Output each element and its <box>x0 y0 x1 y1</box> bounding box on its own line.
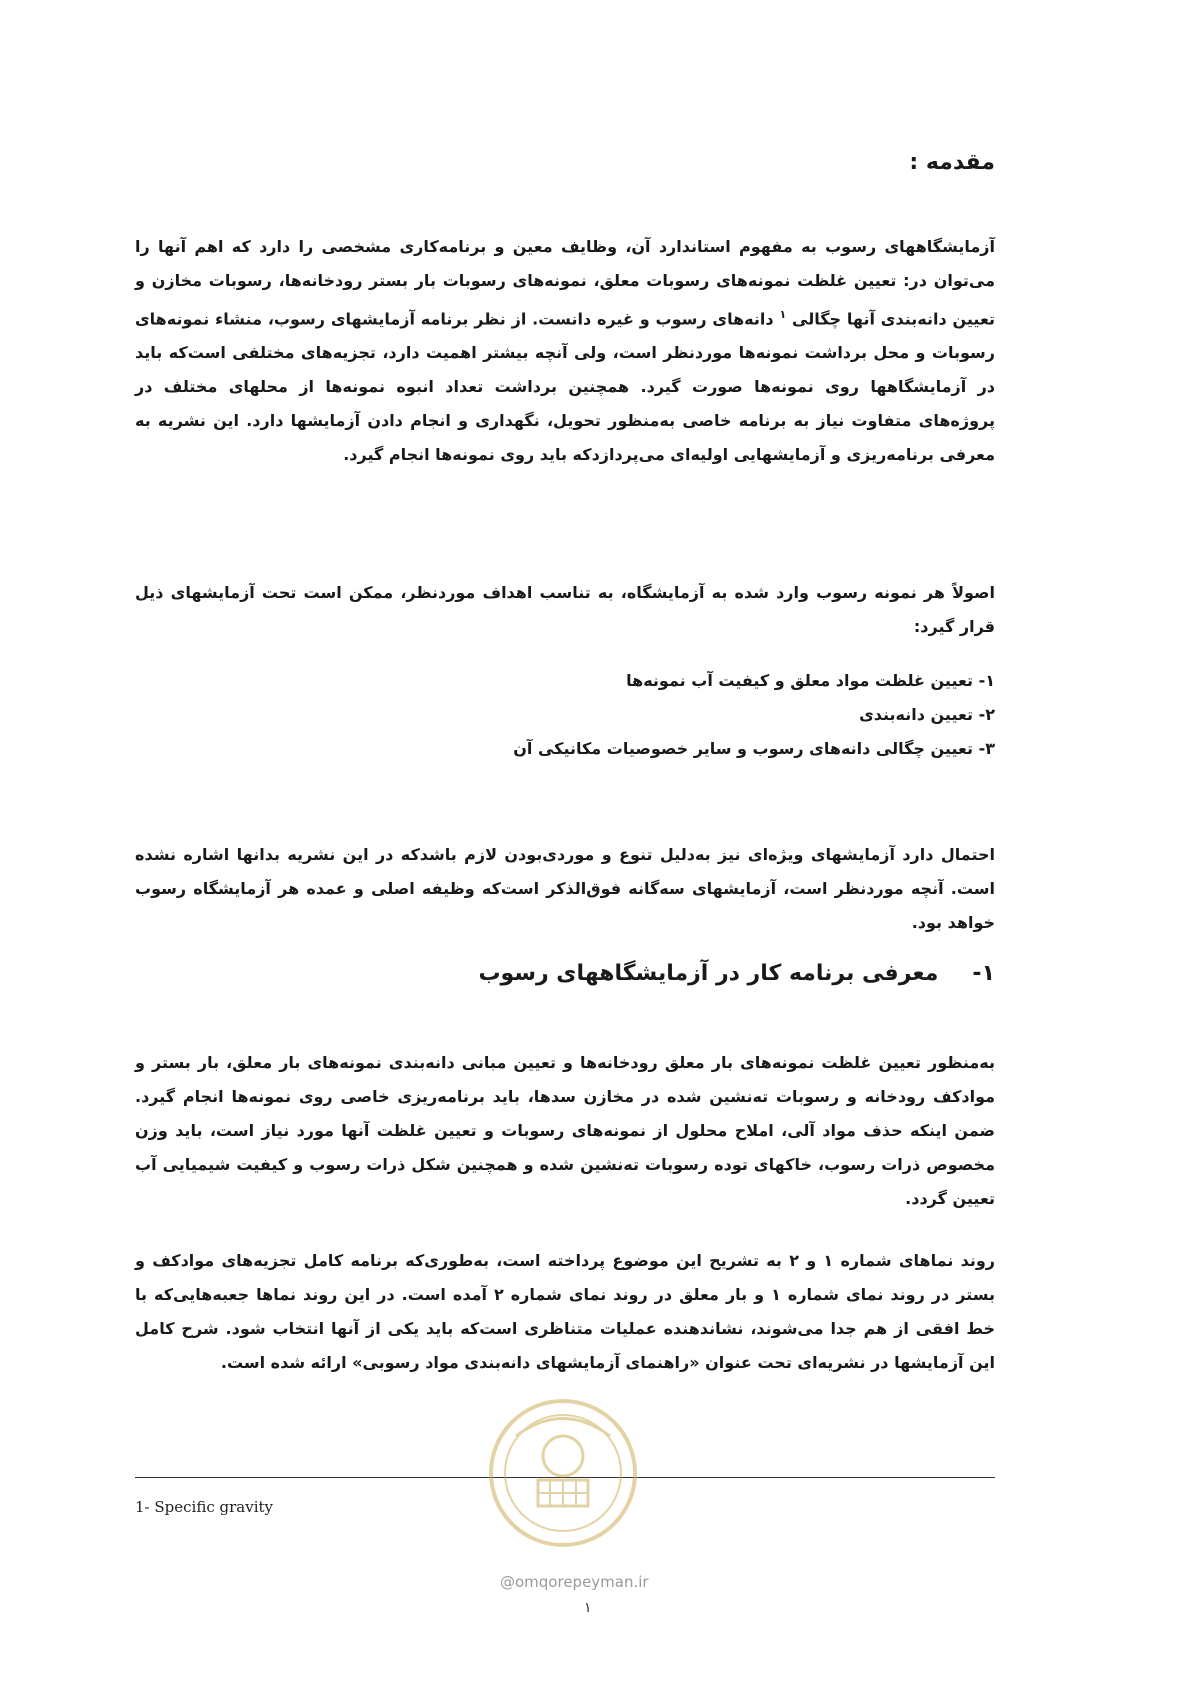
intro-paragraph-1-part-a: آزمایشگاههای رسوب به مفهوم استاندارد آن، وظایف معین و برنامه‌کاری مشخصی را دارد که اهم آنها را می‌توان در: تعیین غلظت نمونه‌های رسوبات معلق، نمونه‌های رسوبات بار بستر رودخانه‌ها، رسوبات مخازن و تعیین دانه‌بندی آنها چگالی <box>135 237 996 329</box>
page-number: ۱ <box>584 1600 592 1616</box>
intro-paragraph-1-part-b: دانه‌های رسوب و غیره دانست. از نظر برنامه آزمایشهای رسوب، منشاء نمونه‌های رسوبات و محل برداشت نمونه‌ها موردنظر است، ولی آنچه بیشتر اهمیت دارد، تجزیه‌های مختلفی است‌که باید در آزمایشگاهها روی نمونه‌ها صورت گیرد. همچنین برداشت تعداد انبوه نمونه‌ها از محلهای مختلف در پروژه‌های متفاوت نیاز به برنامه خاصی به‌منظور تحویل، نگهداری و انجام دادن آزمایشها دارد. این نشریه به معرفی برنامه‌ریزی و آزمایشهایی اولیه‌ای می‌پردازد‌که باید روی نمونه‌ها انجام گیرد. <box>135 309 995 465</box>
footnote: 1- Specific gravity <box>135 1498 273 1516</box>
section-paragraph-2: روند نماهای شماره ۱ و ۲ به تشریح این موضوع پرداخته است، به‌طوری‌که برنامه کامل تجزیه‌های مواد‌کف و بستر در روند نمای شماره ۱ و بار معلق در روند نمای شماره ۲ آمده است. در این روند نماها جعبه‌هایی‌که با خط افقی از هم جدا می‌شوند، نشاندهنده عملیات متناظری است‌که باید یکی از آنها انتخاب شود. شرح کامل این آزمایشها در نشریه‌ای تحت عنوان «راهنمای آزمایشهای دانه‌بندی مواد رسوبی» ارائه شده است. <box>135 1251 996 1372</box>
intro-paragraph-2: اصولاً هر نمونه رسوب وارد شده به آزمایشگاه، به تناسب اهداف موردنظر، ممکن است تحت آزمایشهای ذیل قرار گیرد: <box>135 583 995 636</box>
test-list <box>135 664 995 766</box>
watermark-seal-icon <box>486 1396 640 1550</box>
section-paragraph-1: به‌منظور تعیین غلظت نمونه‌های بار معلق رودخانه‌ها و تعیین مبانی دانه‌بندی نمونه‌های بار معلق، بار بستر و مواد‌کف رودخانه و رسوبات ته‌نشین شده در مخازن سدها، باید برنامه‌ریزی خاصی روی نمونه‌ها انجام گیرد. ضمن اینکه حذف مواد آلی، املاح محلول از نمونه‌های رسوبات و تعیین غلظت آنها مورد نیاز است، باید وزن مخصوص ذرات رسوب، خاکهای توده رسوبات ته‌نشین شده و همچنین شکل ذرات رسوب و کیفیت شیمیایی آب تعیین گردد. <box>135 1053 995 1208</box>
section-number: ۱- <box>972 961 995 986</box>
intro-paragraph-3: احتمال دارد آزمایشهای ویژه‌ای نیز به‌دلیل تنوع و موردی‌بودن لازم باشد‌که در این نشریه بدانها اشاره نشده است. آنچه موردنظر است، آزمایشهای سه‌گانه فوق‌الذکر است‌که وظیفه اصلی و عمده هر آزمایشگاه رسوب خواهد بود. <box>135 845 995 932</box>
intro-paragraph-1 <box>135 230 995 472</box>
section-heading <box>135 961 995 986</box>
section-title: معرفی برنامه کار در آزمایشگاههای رسوب <box>478 961 939 986</box>
list-item: ۲- تعیین دانه‌بندی <box>859 705 995 724</box>
list-item: ۳- تعیین چگالی دانه‌های رسوب و سایر خصوصیات مکانیکی آن <box>513 739 995 758</box>
watermark-site: @omqorepeyman.ir <box>500 1573 649 1591</box>
footnote-reference: ۱ <box>779 308 787 321</box>
intro-heading: مقدمه : <box>909 150 995 175</box>
list-item: ۱- تعیین غلظت مواد معلق و کیفیت آب نمونه‌ها <box>626 671 995 690</box>
